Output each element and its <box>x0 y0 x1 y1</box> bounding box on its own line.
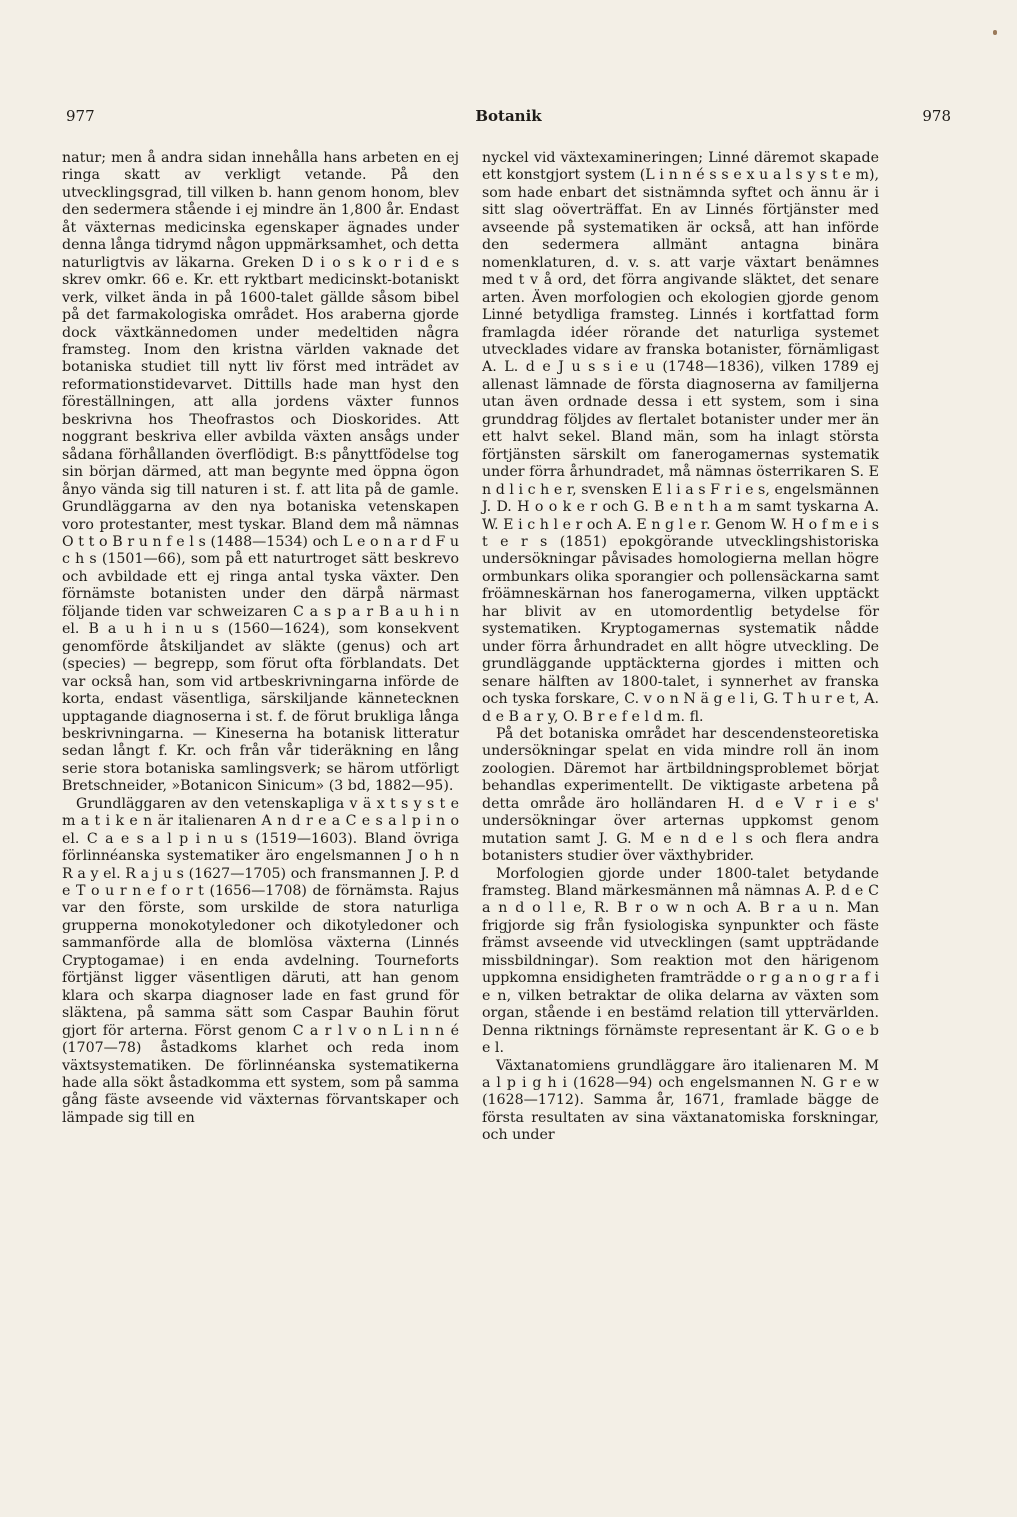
ink-speck <box>993 30 997 35</box>
paragraph: Morfologien gjorde under 1800-talet betydande framsteg. Bland märkesmännen må nämnas A. P. d e C a n d o l l e, R. B r o w n och A. B r a u n. Man frigjorde sig från fysiologiska synpunkter och fäste främst avseende vid utvecklingen (samt uppträdande missbildningar). Som reaktion mot den härigenom uppkomna ensidigheten framträdde o r g a n o g r a f i e n, vilken betraktar de olika delarna av växten som organ, stående i en bestämd relation till yttervärlden. Denna riktnings förnämste representant är K. G o e b e l. <box>482 865 879 1057</box>
paragraph: Grundläggaren av den vetenskapliga v ä x t s y s t e m a t i k e n är italienaren A n d r e a C e s a l p i n o el. C a e s a l p i n u s (1519—1603). Bland övriga förlinnéanska systematiker äro engelsmannen J o h n R a y el. R a j u s (1627—1705) och fransmannen J. P. d e T o u r n e f o r t (1656—1708) de förnämsta. Rajus var den förste, som urskilde de stora naturliga grupperna monokotyledoner och dikotyledoner och sammanförde alla de blomlösa växterna (Linnés Cryptogamae) i en enda avdelning. Tourneforts förtjänst ligger väsentligen däruti, att han genom klara och skarpa diagnoser lade en fast grund för släktena, på samma sätt som Caspar Bauhin förut gjort för arterna. Först genom C a r l v o n L i n n é (1707—78) åstadkoms klarhet och reda inom växtsystematiken. De förlinnéanska systematikerna hade alla sökt åstadkomma ett system, som på samma gång fäste avseende vid växternas förvantskaper och lämpade sig till en <box>62 795 459 1126</box>
left-column <box>62 150 459 1370</box>
page-header <box>66 107 951 131</box>
right-page-number: 978 <box>922 107 951 125</box>
running-title: Botanik <box>475 107 542 125</box>
paragraph: natur; men å andra sidan innehålla hans arbeten en ej ringa skatt av verkligt vetande. På den utvecklingsgrad, till vilken b. hann genom honom, blev den sedermera stående i ej mindre än 1,800 år. Endast åt växternas medicinska egenskaper ägnades under denna långa tidrymd någon uppmärksamhet, och detta naturligtvis av läkarna. Greken D i o s k o r i d e s skrev omkr. 66 e. Kr. ett ryktbart medicinskt-botaniskt verk, vilket ända in på 1600-talet gällde såsom bibel på det farmakologiska området. Hos araberna gjorde dock växtkännedomen under medeltiden några framsteg. Inom den kristna världen vaknade det botaniska studiet till nytt liv först med inträdet av reformationstidevarvet. Dittills hade man hyst den föreställningen, att alla jordens växter funnos beskrivna hos Theofrastos och Dioskorides. Att noggrant beskriva eller avbilda växten ansågs under sådana förhållanden överflödigt. B:s pånyttfödelse tog sin början därmed, att man begynte med öppna ögon ånyo vända sig till naturen i st. f. att lita på de gamle. Grundläggarna av den nya botaniska vetenskapen voro protestanter, mest tyskar. Bland dem må nämnas O t t o B r u n f e l s (1488—1534) och L e o n a r d F u c h s (1501—66), som på ett naturtroget sätt beskrevo och avbildade ett ej ringa antal tyska växter. Den förnämste botanisten under den därpå närmast följande tiden var schweizaren C a s p a r B a u h i n el. B a u h i n u s (1560—1624), som konsekvent genomförde åtskiljandet av släkte (genus) och art (species) — begrepp, som förut ofta förblandats. Det var också han, som vid artbeskrivningarna införde de korta, endast väsentliga, särskiljande kännetecknen upptagande diagnoserna i st. f. de förut brukliga långa beskrivningarna. — Kineserna ha botanisk litteratur sedan långt f. Kr. och från vår tideräkning en lång serie stora botaniska samlingsverk; se härom utförligt Bretschneider, »Botanicon Sinicum» (3 bd, 1882—95). <box>62 150 459 795</box>
right-column <box>482 150 879 1370</box>
paragraph: nyckel vid växtexamineringen; Linné däremot skapade ett konstgjort system (L i n n é s s e x u a l s y s t e m), som hade enbart det sistnämnda syftet och ännu är i sitt slag oöverträffat. En av Linnés förtjänster med avseende på systematiken är också, att han införde den sedermera allmänt antagna binära nomenklaturen, d. v. s. att varje växtart benämnes med t v å ord, det förra angivande släktet, det senare arten. Även morfologien och ekologien gjorde genom Linné betydliga framsteg. Linnés i kortfattad form framlagda idéer rörande det naturliga systemet utvecklades vidare av franska botanister, förnämligast A. L. d e J u s s i e u (1748—1836), vilken 1789 ej allenast lämnade de första diagnoserna av familjerna utan även ordnade dessa i ett system, som i sina grunddrag följdes av flertalet botanister under mer än ett halvt sekel. Bland män, som ha inlagt största förtjänsten särskilt om fanerogamernas systematik under förra århundradet, må nämnas österrikaren S. E n d l i c h e r, svensken E l i a s F r i e s, engelsmännen J. D. H o o k e r och G. B e n t h a m samt tyskarna A. W. E i c h l e r och A. E n g l e r. Genom W. H o f m e i s t e r s (1851) epokgörande utvecklingshistoriska undersökningar påvisades homologierna mellan högre ormbunkars olika sporangier och pollensäckarna samt fröämneskärnan hos fanerogamerna, vilken upptäckt har blivit av en utomordentlig betydelse för systematiken. Kryptogamernas systematik nådde under förra århundradet en allt högre utveckling. De grundläggande upptäckterna gjordes i mitten och senare hälften av 1800-talet, i synnerhet av franska och tyska forskare, C. v o n N ä g e l i, G. T h u r e t, A. d e B a r y, O. B r e f e l d m. fl. <box>482 150 879 725</box>
paragraph: Växtanatomiens grundläggare äro italienaren M. M a l p i g h i (1628—94) och engelsmannen N. G r e w (1628—1712). Samma år, 1671, framlade bägge de första resultaten av sina växtanatomiska forskningar, och under <box>482 1057 879 1144</box>
paragraph: På det botaniska området har descendensteoretiska undersökningar spelat en vida mindre roll än inom zoologien. Däremot har ärtbildningsproblemet börjat behandlas experimentellt. De viktigaste arbetena på detta område äro holländaren H. d e V r i e s' undersökningar över arternas uppkomst genom mutation samt J. G. M e n d e l s och flera andra botanisters studier över växthybrider. <box>482 725 879 865</box>
left-page-number: 977 <box>66 107 95 125</box>
